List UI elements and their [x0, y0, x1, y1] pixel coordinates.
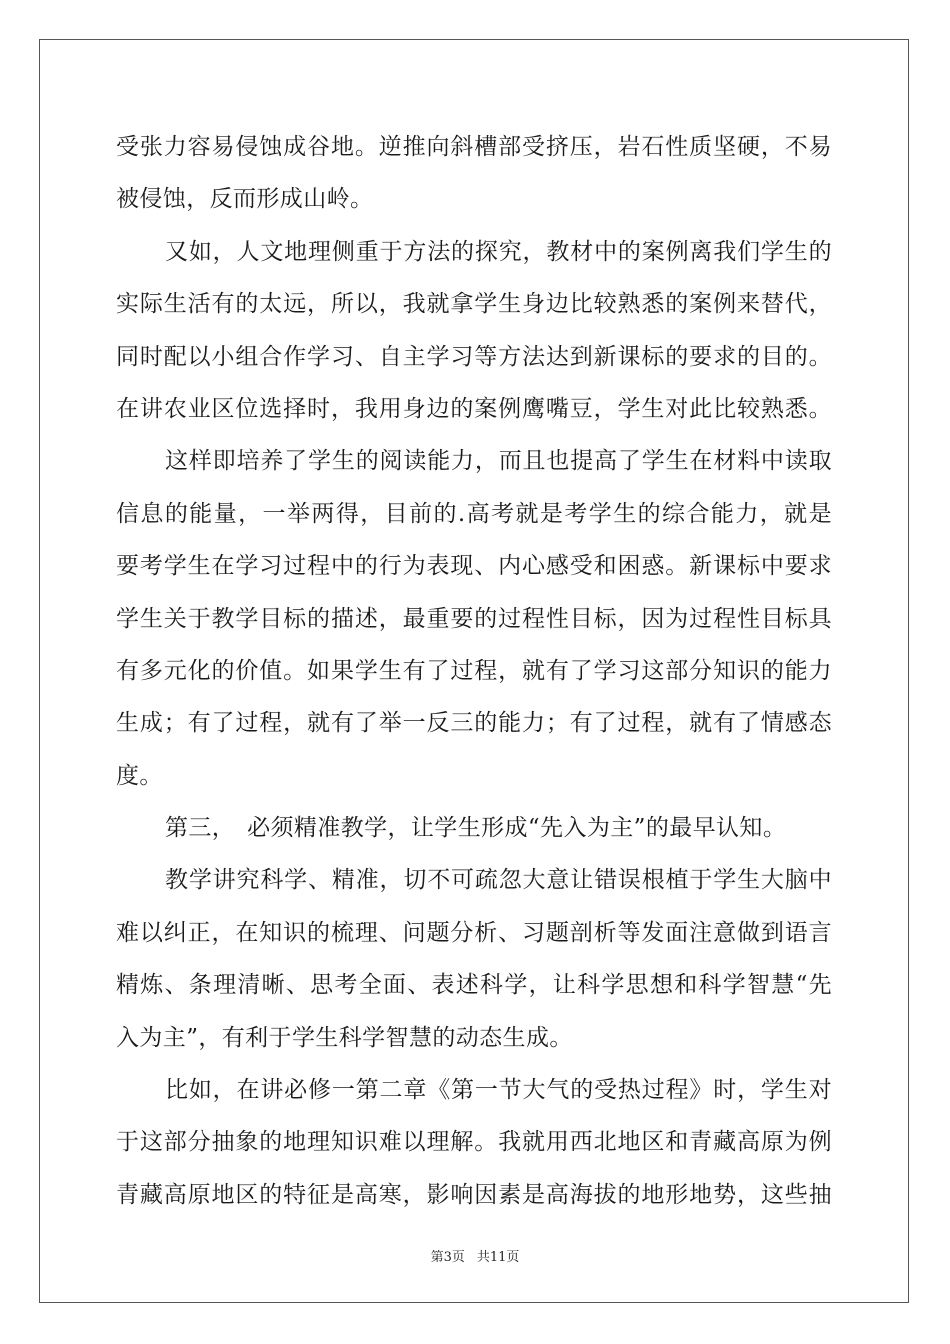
text-line: 同时配以小组合作学习、自主学习等方法达到新课标的要求的目的。	[116, 343, 832, 370]
text-line: 比如，在讲必修一第二章《第一节大气的受热过程》时，学生对	[165, 1077, 832, 1104]
document-body	[116, 121, 832, 1221]
text-line: 难以纠正，在知识的梳理、问题分析、习题剖析等发面注意做到语言	[116, 919, 832, 946]
text-line: 要考学生在学习过程中的行为表现、内心感受和困惑。新课标中要求	[116, 553, 832, 580]
page-footer	[0, 1246, 950, 1265]
text-line: 教学讲究科学、精准，切不可疏忽大意让错误根植于学生大脑中	[165, 867, 832, 894]
text-line: 有多元化的价值。如果学生有了过程，就有了学习这部分知识的能力	[116, 657, 832, 684]
text-line: 于这部分抽象的地理知识难以理解。我就用西北地区和青藏高原为例	[116, 1129, 832, 1156]
text-line: 受张力容易侵蚀成谷地。逆推向斜槽部受挤压，岩石性质坚硬，不易	[116, 134, 832, 160]
text-line: 在讲农业区位选择时，我用身边的案例鹰嘴豆，学生对此比较熟悉。	[116, 395, 832, 422]
page-number: 第3页	[430, 1250, 465, 1265]
text-line: 精炼、条理清晰、思考全面、表述科学，让科学思想和科学智慧“先	[116, 972, 832, 999]
text-line: 这样即培养了学生的阅读能力，而且也提高了学生在材料中读取	[165, 448, 832, 475]
text-line: 生成；有了过程，就有了举一反三的能力；有了过程，就有了情感态	[116, 710, 832, 737]
section-heading: 第三， 必须精准教学，让学生形成“先入为主”的最早认知。	[165, 815, 787, 842]
text-line: 又如，人文地理侧重于方法的探究，教材中的案例离我们学生的	[165, 238, 832, 265]
text-line: 实际生活有的太远，所以，我就拿学生身边比较熟悉的案例来替代，	[116, 291, 832, 318]
text-line: 被侵蚀，反而形成山岭。	[116, 186, 374, 213]
total-pages: 共11页	[476, 1250, 520, 1265]
text-line: 青藏高原地区的特征是高寒，影响因素是高海拔的地形地势，这些抽	[116, 1181, 832, 1208]
text-line: 度。	[116, 762, 163, 789]
text-line: 学生关于教学目标的描述，最重要的过程性目标，因为过程性目标具	[116, 605, 832, 632]
text-line: 入为主”，有利于学生科学智慧的动态生成。	[116, 1024, 573, 1051]
text-line: 信息的能量，一举两得，目前的.高考就是考学生的综合能力，就是	[116, 500, 832, 527]
